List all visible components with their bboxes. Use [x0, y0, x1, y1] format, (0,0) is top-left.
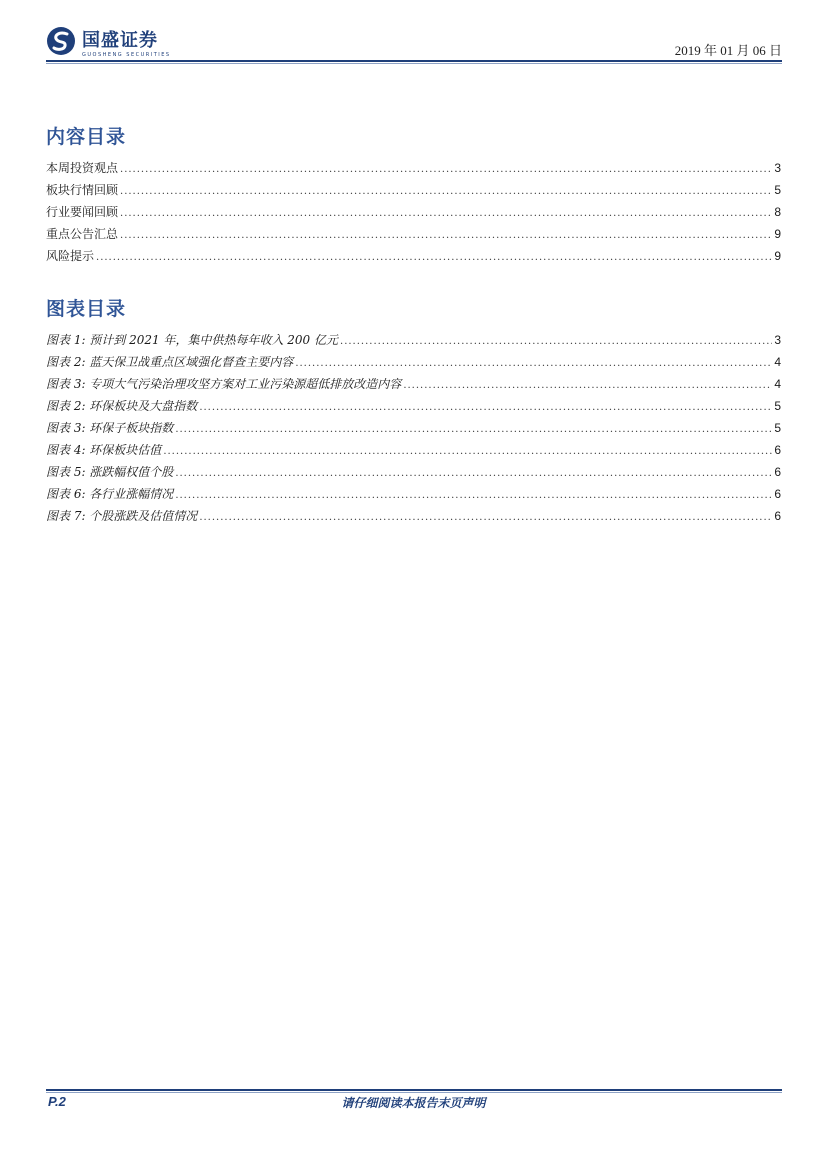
- figure-entry-page: 6: [774, 487, 781, 501]
- toc-entry-page: 8: [774, 205, 781, 219]
- toc-entry-label: 重点公告汇总: [46, 227, 119, 241]
- toc-entry[interactable]: [46, 157, 781, 179]
- figure-entry[interactable]: [46, 483, 781, 505]
- dot-leader: [120, 159, 772, 181]
- figure-entry-page: 6: [774, 509, 781, 523]
- figure-entry-label: 图表 3: 环保子板块指数: [46, 421, 174, 435]
- dot-leader: [199, 507, 772, 529]
- toc-entry-label: 风险提示: [46, 249, 95, 263]
- figure-entry-page: 5: [774, 399, 781, 413]
- figure-entry-label: 图表 7: 个股涨跌及估值情况: [46, 509, 198, 523]
- figure-entry[interactable]: [46, 351, 781, 373]
- toc-entry-label: 行业要闻回顾: [46, 205, 119, 219]
- page-header: [46, 26, 782, 62]
- logo-text: 国盛证券: [82, 30, 158, 51]
- toc-entry-page: 9: [774, 227, 781, 241]
- footer-divider: [46, 1089, 782, 1091]
- report-date: 2019 年 01 月 06 日: [674, 43, 782, 58]
- dot-leader: [175, 419, 772, 441]
- figure-entry-label: 图表 6: 各行业涨幅情况: [46, 487, 174, 501]
- figure-entry[interactable]: [46, 461, 781, 483]
- header-divider-thin: [46, 63, 782, 64]
- toc-entry-label: 本周投资观点: [46, 161, 119, 175]
- figure-entry[interactable]: [46, 395, 781, 417]
- figure-entry[interactable]: [46, 373, 781, 395]
- toc-entry[interactable]: [46, 179, 781, 201]
- figure-entry[interactable]: [46, 329, 781, 351]
- figure-entry-page: 5: [774, 421, 781, 435]
- dot-leader: [163, 441, 772, 463]
- figure-entry[interactable]: [46, 505, 781, 527]
- toc-entry[interactable]: [46, 245, 781, 267]
- dot-leader: [120, 181, 772, 203]
- logo-subtitle: GUOSHENG SECURITIES: [82, 52, 171, 58]
- figure-entry-label: 图表 2: 环保板块及大盘指数: [46, 399, 198, 413]
- dot-leader: [120, 225, 772, 247]
- toc-title: 内容目录: [46, 126, 127, 148]
- toc-list: [46, 157, 781, 267]
- toc-entry-page: 9: [774, 249, 781, 263]
- figure-entry-label: 图表 3: 专项大气污染治理攻坚方案对工业污染源超低排放改造内容: [46, 377, 402, 391]
- figure-entry-label: 图表 2: 蓝天保卫战重点区域强化督查主要内容: [46, 355, 294, 369]
- dot-leader: [175, 485, 772, 507]
- figure-entry-page: 3: [774, 333, 781, 347]
- figure-entry-page: 6: [774, 465, 781, 479]
- figure-entry-page: 6: [774, 443, 781, 457]
- figure-entry-page: 4: [774, 377, 781, 391]
- figures-list: [46, 329, 781, 527]
- dot-leader: [199, 397, 772, 419]
- footer-disclaimer-note: 请仔细阅读本报告末页声明: [341, 1096, 486, 1110]
- toc-entry-page: 5: [774, 183, 781, 197]
- figures-title: 图表目录: [46, 298, 127, 320]
- page-number: P.2: [48, 1094, 66, 1109]
- toc-entry-label: 板块行情回顾: [46, 183, 119, 197]
- header-divider: [46, 60, 782, 62]
- dot-leader: [120, 203, 772, 225]
- toc-entry[interactable]: [46, 201, 781, 223]
- dot-leader: [403, 375, 772, 397]
- figure-entry-label: 图表 1: 预计到 2021 年，集中供热每年收入 200 亿元: [46, 333, 339, 347]
- figure-entry[interactable]: [46, 417, 781, 439]
- toc-entry-page: 3: [774, 161, 781, 175]
- figure-entry-page: 4: [774, 355, 781, 369]
- figure-entry-label: 图表 4: 环保板块估值: [46, 443, 162, 457]
- dot-leader: [295, 353, 772, 375]
- figure-entry-label: 图表 5: 涨跌幅权值个股: [46, 465, 174, 479]
- footer-divider-thin: [46, 1092, 782, 1093]
- dot-leader: [340, 331, 772, 353]
- figure-entry[interactable]: [46, 439, 781, 461]
- toc-entry[interactable]: [46, 223, 781, 245]
- dot-leader: [96, 247, 772, 269]
- dot-leader: [175, 463, 772, 485]
- logo-icon: [46, 26, 76, 56]
